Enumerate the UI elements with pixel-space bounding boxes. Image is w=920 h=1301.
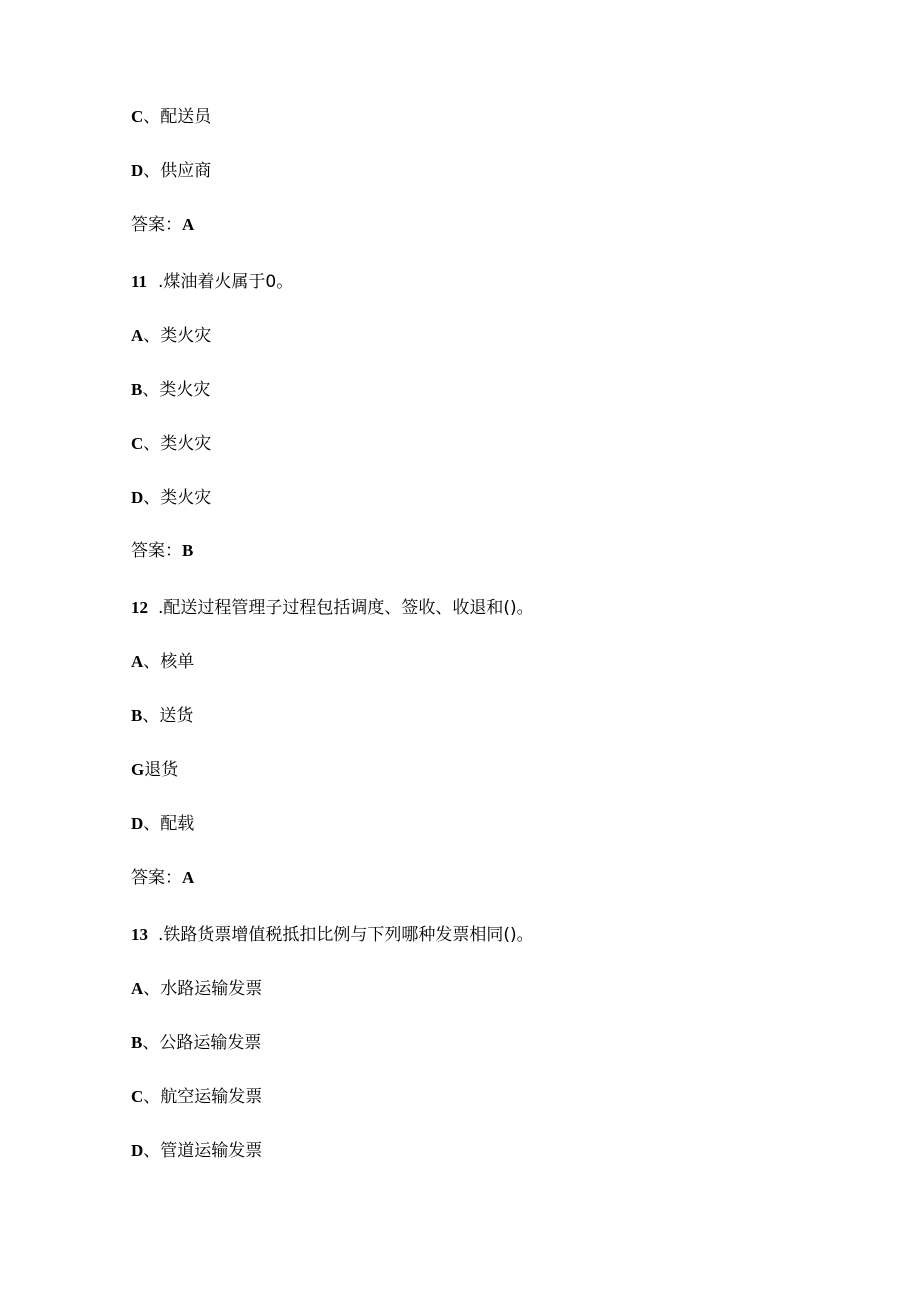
option-separator: 、 [143, 326, 161, 346]
option-label: D [131, 161, 144, 180]
option-text: 核单 [160, 652, 195, 672]
option-text: 类火灾 [160, 326, 212, 346]
answer-letter: A [182, 215, 195, 234]
option-separator: 、 [143, 488, 161, 508]
option-d-line [131, 1140, 262, 1162]
option-label: D [131, 488, 144, 507]
option-text: 配载 [160, 814, 195, 834]
option-separator: 、 [143, 434, 161, 454]
answer-prefix: 答案： [131, 868, 182, 888]
option-label: A [131, 326, 144, 345]
option-label: D [131, 1141, 144, 1160]
option-separator: 、 [143, 107, 161, 127]
option-c-line [131, 1086, 262, 1108]
option-separator: 、 [142, 380, 160, 400]
answer-letter: B [182, 541, 194, 560]
option-separator: 、 [143, 1141, 161, 1161]
option-text: 供应商 [160, 161, 212, 181]
option-label: B [131, 380, 143, 399]
option-text: 类火灾 [159, 380, 211, 400]
option-text: 水路运输发票 [160, 979, 263, 999]
option-text: 退货 [144, 760, 179, 780]
option-label: D [131, 814, 144, 833]
answer-prefix: 答案： [131, 215, 182, 235]
option-separator: 、 [143, 1087, 161, 1107]
option-a-line [131, 325, 211, 347]
answer-line [131, 214, 194, 236]
option-a-line [131, 978, 262, 1000]
option-c-line [131, 433, 211, 455]
question-11 [131, 271, 293, 293]
option-b-line [131, 379, 210, 401]
question-text: .铁路货票增值税抵扣比例与下列哪种发票相同()。 [158, 925, 534, 945]
question-13 [131, 924, 534, 946]
option-label: B [131, 706, 143, 725]
question-number: 12 [131, 598, 148, 617]
option-d-line [131, 487, 211, 509]
answer-prefix: 答案： [131, 541, 182, 561]
option-c-line [131, 106, 211, 128]
option-b-line [131, 705, 193, 727]
option-text: 配送员 [160, 107, 212, 127]
option-text: 类火灾 [160, 434, 212, 454]
option-label: A [131, 979, 144, 998]
question-text: .配送过程管理子过程包括调度、签收、收退和()。 [158, 598, 534, 618]
option-label: C [131, 434, 144, 453]
option-label: B [131, 1033, 143, 1052]
question-text: .煤油着火属于0。 [158, 272, 294, 292]
option-separator: 、 [143, 652, 161, 672]
option-separator: 、 [142, 706, 160, 726]
option-label: A [131, 652, 144, 671]
option-separator: 、 [143, 161, 161, 181]
option-d-line [131, 813, 194, 835]
option-label: C [131, 1087, 144, 1106]
option-text: 公路运输发票 [159, 1033, 262, 1053]
question-number: 13 [131, 925, 148, 944]
option-a-line [131, 651, 194, 673]
option-label: G [131, 760, 145, 779]
option-label: C [131, 107, 144, 126]
option-b-line [131, 1032, 261, 1054]
answer-letter: A [182, 868, 195, 887]
option-separator: 、 [143, 814, 161, 834]
option-text: 类火灾 [160, 488, 212, 508]
option-c-line [131, 759, 178, 781]
option-separator: 、 [142, 1033, 160, 1053]
question-number: 11 [131, 272, 148, 291]
question-12 [131, 597, 534, 619]
option-text: 管道运输发票 [160, 1141, 263, 1161]
option-text: 送货 [159, 706, 194, 726]
option-text: 航空运输发票 [160, 1087, 263, 1107]
answer-line [131, 540, 193, 562]
answer-line [131, 867, 194, 889]
option-d-line [131, 160, 211, 182]
option-separator: 、 [143, 979, 161, 999]
